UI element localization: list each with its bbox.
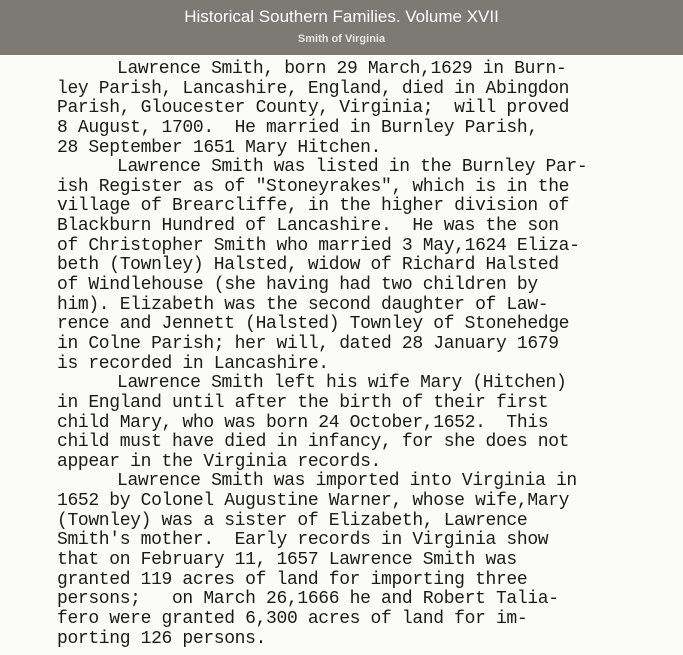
text-line: child must have died in infancy, for she does not <box>57 432 570 453</box>
text-line: of Windlehouse (she having had two children by <box>57 275 538 296</box>
text-line: village of Brearcliffe, in the higher division of <box>57 196 570 217</box>
text-line: 8 August, 1700. He married in Burnley Parish, <box>57 117 538 138</box>
text-line: Parish, Gloucester County, Virginia; will proved <box>57 98 570 119</box>
text-line: of Christopher Smith who married 3 May,1624 Eliza- <box>57 235 580 256</box>
text-line: is recorded in Lancashire. <box>57 353 329 374</box>
text-line: in Colne Parish; her will, dated 28 January 1679 <box>57 333 559 354</box>
text-line: that on February 11, 1657 Lawrence Smith was <box>57 550 517 571</box>
text-line: Lawrence Smith was listed in the Burnley Par- <box>117 157 588 178</box>
text-line: 1652 by Colonel Augustine Warner, whose wife,Mary <box>57 491 570 512</box>
text-line: Lawrence Smith left his wife Mary (Hitchen) <box>117 373 567 394</box>
text-line: porting 126 persons. <box>57 628 267 649</box>
document-subtitle: Smith of Virginia <box>297 33 386 45</box>
text-line: fero were granted 6,300 acres of land for im- <box>57 608 528 629</box>
text-line: 28 September 1651 Mary Hitchen. <box>57 137 382 158</box>
text-line: Blackburn Hundred of Lancashire. He was the son <box>57 216 559 237</box>
text-line: Smith's mother. Early records in Virginia show <box>57 530 549 551</box>
text-line: in England until after the birth of their first <box>57 392 549 413</box>
text-line: him). Elizabeth was the second daughter of Law- <box>57 294 549 315</box>
text-line: beth (Townley) Halsted, widow of Richard Halsted <box>57 255 559 276</box>
text-line: ley Parish, Lancashire, England, died in Abingdon <box>57 78 570 99</box>
text-line: granted 119 acres of land for importing three <box>57 569 528 590</box>
document-title: Historical Southern Families. Volume XVII <box>184 7 499 26</box>
text-line: ish Register as of "Stoneyrakes", which is in the <box>57 176 570 197</box>
document-body <box>57 60 657 649</box>
text-line: rence and Jennett (Halsted) Townley of Stonehedge <box>57 314 570 335</box>
text-line: child Mary, who was born 24 October,1652. This <box>57 412 549 433</box>
document-header <box>0 0 683 55</box>
document-page[interactable] <box>0 55 683 655</box>
text-line: Lawrence Smith, born 29 March,1629 in Burn- <box>117 59 567 79</box>
text-line: appear in the Virginia records. <box>57 451 382 472</box>
text-line: persons; on March 26,1666 he and Robert Talia- <box>57 589 559 610</box>
text-line: (Townley) was a sister of Elizabeth, Lawrence <box>57 510 528 531</box>
text-line: Lawrence Smith was imported into Virginia in <box>117 471 577 492</box>
